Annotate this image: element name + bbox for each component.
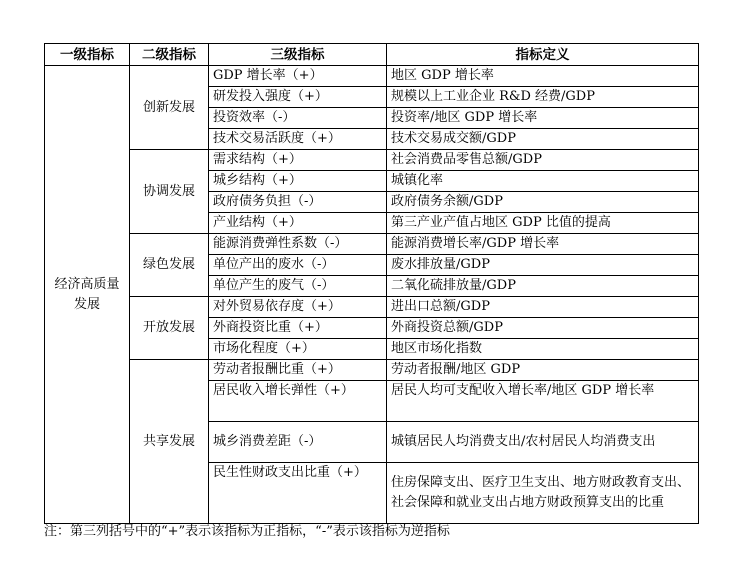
table-footnote: 注：第三列括号中的“+”表示该指标为正指标，“-”表示该指标为逆指标 bbox=[44, 524, 450, 539]
indicator-cell: 对外贸易依存度（+） bbox=[209, 297, 387, 318]
level2-cell: 开放发展 bbox=[130, 297, 209, 360]
indicator-cell: 技术交易活跃度（+） bbox=[209, 129, 387, 150]
definition-cell: 地区 GDP 增长率 bbox=[387, 66, 699, 87]
definition-cell: 城镇居民人均消费支出/农村居民人均消费支出 bbox=[387, 422, 699, 463]
level2-cell: 协调发展 bbox=[130, 150, 209, 234]
indicator-cell: 城乡消费差距（-） bbox=[209, 422, 387, 463]
definition-cell: 进出口总额/GDP bbox=[387, 297, 699, 318]
definition-cell: 居民人均可支配收入增长率/地区 GDP 增长率 bbox=[387, 381, 699, 422]
table-row bbox=[45, 234, 699, 255]
definition-cell: 劳动者报酬/地区 GDP bbox=[387, 360, 699, 381]
definition-cell: 废水排放量/GDP bbox=[387, 255, 699, 276]
header-definition: 指标定义 bbox=[387, 44, 699, 66]
indicator-cell: 居民收入增长弹性（+） bbox=[209, 381, 387, 422]
indicator-cell: 能源消费弹性系数（-） bbox=[209, 234, 387, 255]
definition-cell: 城镇化率 bbox=[387, 171, 699, 192]
indicator-cell: GDP 增长率（+） bbox=[209, 66, 387, 87]
definition-cell: 技术交易成交额/GDP bbox=[387, 129, 699, 150]
indicator-table bbox=[44, 43, 699, 524]
indicator-cell: 产业结构（+） bbox=[209, 213, 387, 234]
table-row bbox=[45, 150, 699, 171]
indicator-cell: 政府债务负担（-） bbox=[209, 192, 387, 213]
definition-cell: 政府债务余额/GDP bbox=[387, 192, 699, 213]
definition-cell: 住房保障支出、医疗卫生支出、地方财政教育支出、社会保障和就业支出占地方财政预算支出的比重 bbox=[387, 463, 699, 524]
indicator-cell: 投资效率（-） bbox=[209, 108, 387, 129]
definition-cell: 社会消费品零售总额/GDP bbox=[387, 150, 699, 171]
table-row bbox=[45, 360, 699, 381]
header-row bbox=[45, 44, 699, 66]
indicator-cell: 市场化程度（+） bbox=[209, 339, 387, 360]
indicator-cell: 城乡结构（+） bbox=[209, 171, 387, 192]
level2-cell: 绿色发展 bbox=[130, 234, 209, 297]
indicator-cell: 单位产出的废水（-） bbox=[209, 255, 387, 276]
header-level3: 三级指标 bbox=[209, 44, 387, 66]
definition-cell: 二氧化硫排放量/GDP bbox=[387, 276, 699, 297]
level2-cell: 共享发展 bbox=[130, 360, 209, 524]
table-row bbox=[45, 297, 699, 318]
header-level1: 一级指标 bbox=[45, 44, 130, 66]
table-row bbox=[45, 66, 699, 87]
definition-cell: 第三产业产值占地区 GDP 比值的提高 bbox=[387, 213, 699, 234]
level1-cell: 经济高质量发展 bbox=[45, 66, 130, 524]
indicator-cell: 民生性财政支出比重（+） bbox=[209, 463, 387, 524]
indicator-cell: 劳动者报酬比重（+） bbox=[209, 360, 387, 381]
definition-cell: 能源消费增长率/GDP 增长率 bbox=[387, 234, 699, 255]
indicator-cell: 单位产生的废气（-） bbox=[209, 276, 387, 297]
indicator-table-wrapper bbox=[44, 43, 698, 524]
level2-cell: 创新发展 bbox=[130, 66, 209, 150]
indicator-cell: 需求结构（+） bbox=[209, 150, 387, 171]
indicator-cell: 研发投入强度（+） bbox=[209, 87, 387, 108]
definition-cell: 投资率/地区 GDP 增长率 bbox=[387, 108, 699, 129]
indicator-cell: 外商投资比重（+） bbox=[209, 318, 387, 339]
definition-cell: 地区市场化指数 bbox=[387, 339, 699, 360]
header-level2: 二级指标 bbox=[130, 44, 209, 66]
definition-cell: 规模以上工业企业 R&D 经费/GDP bbox=[387, 87, 699, 108]
definition-cell: 外商投资总额/GDP bbox=[387, 318, 699, 339]
